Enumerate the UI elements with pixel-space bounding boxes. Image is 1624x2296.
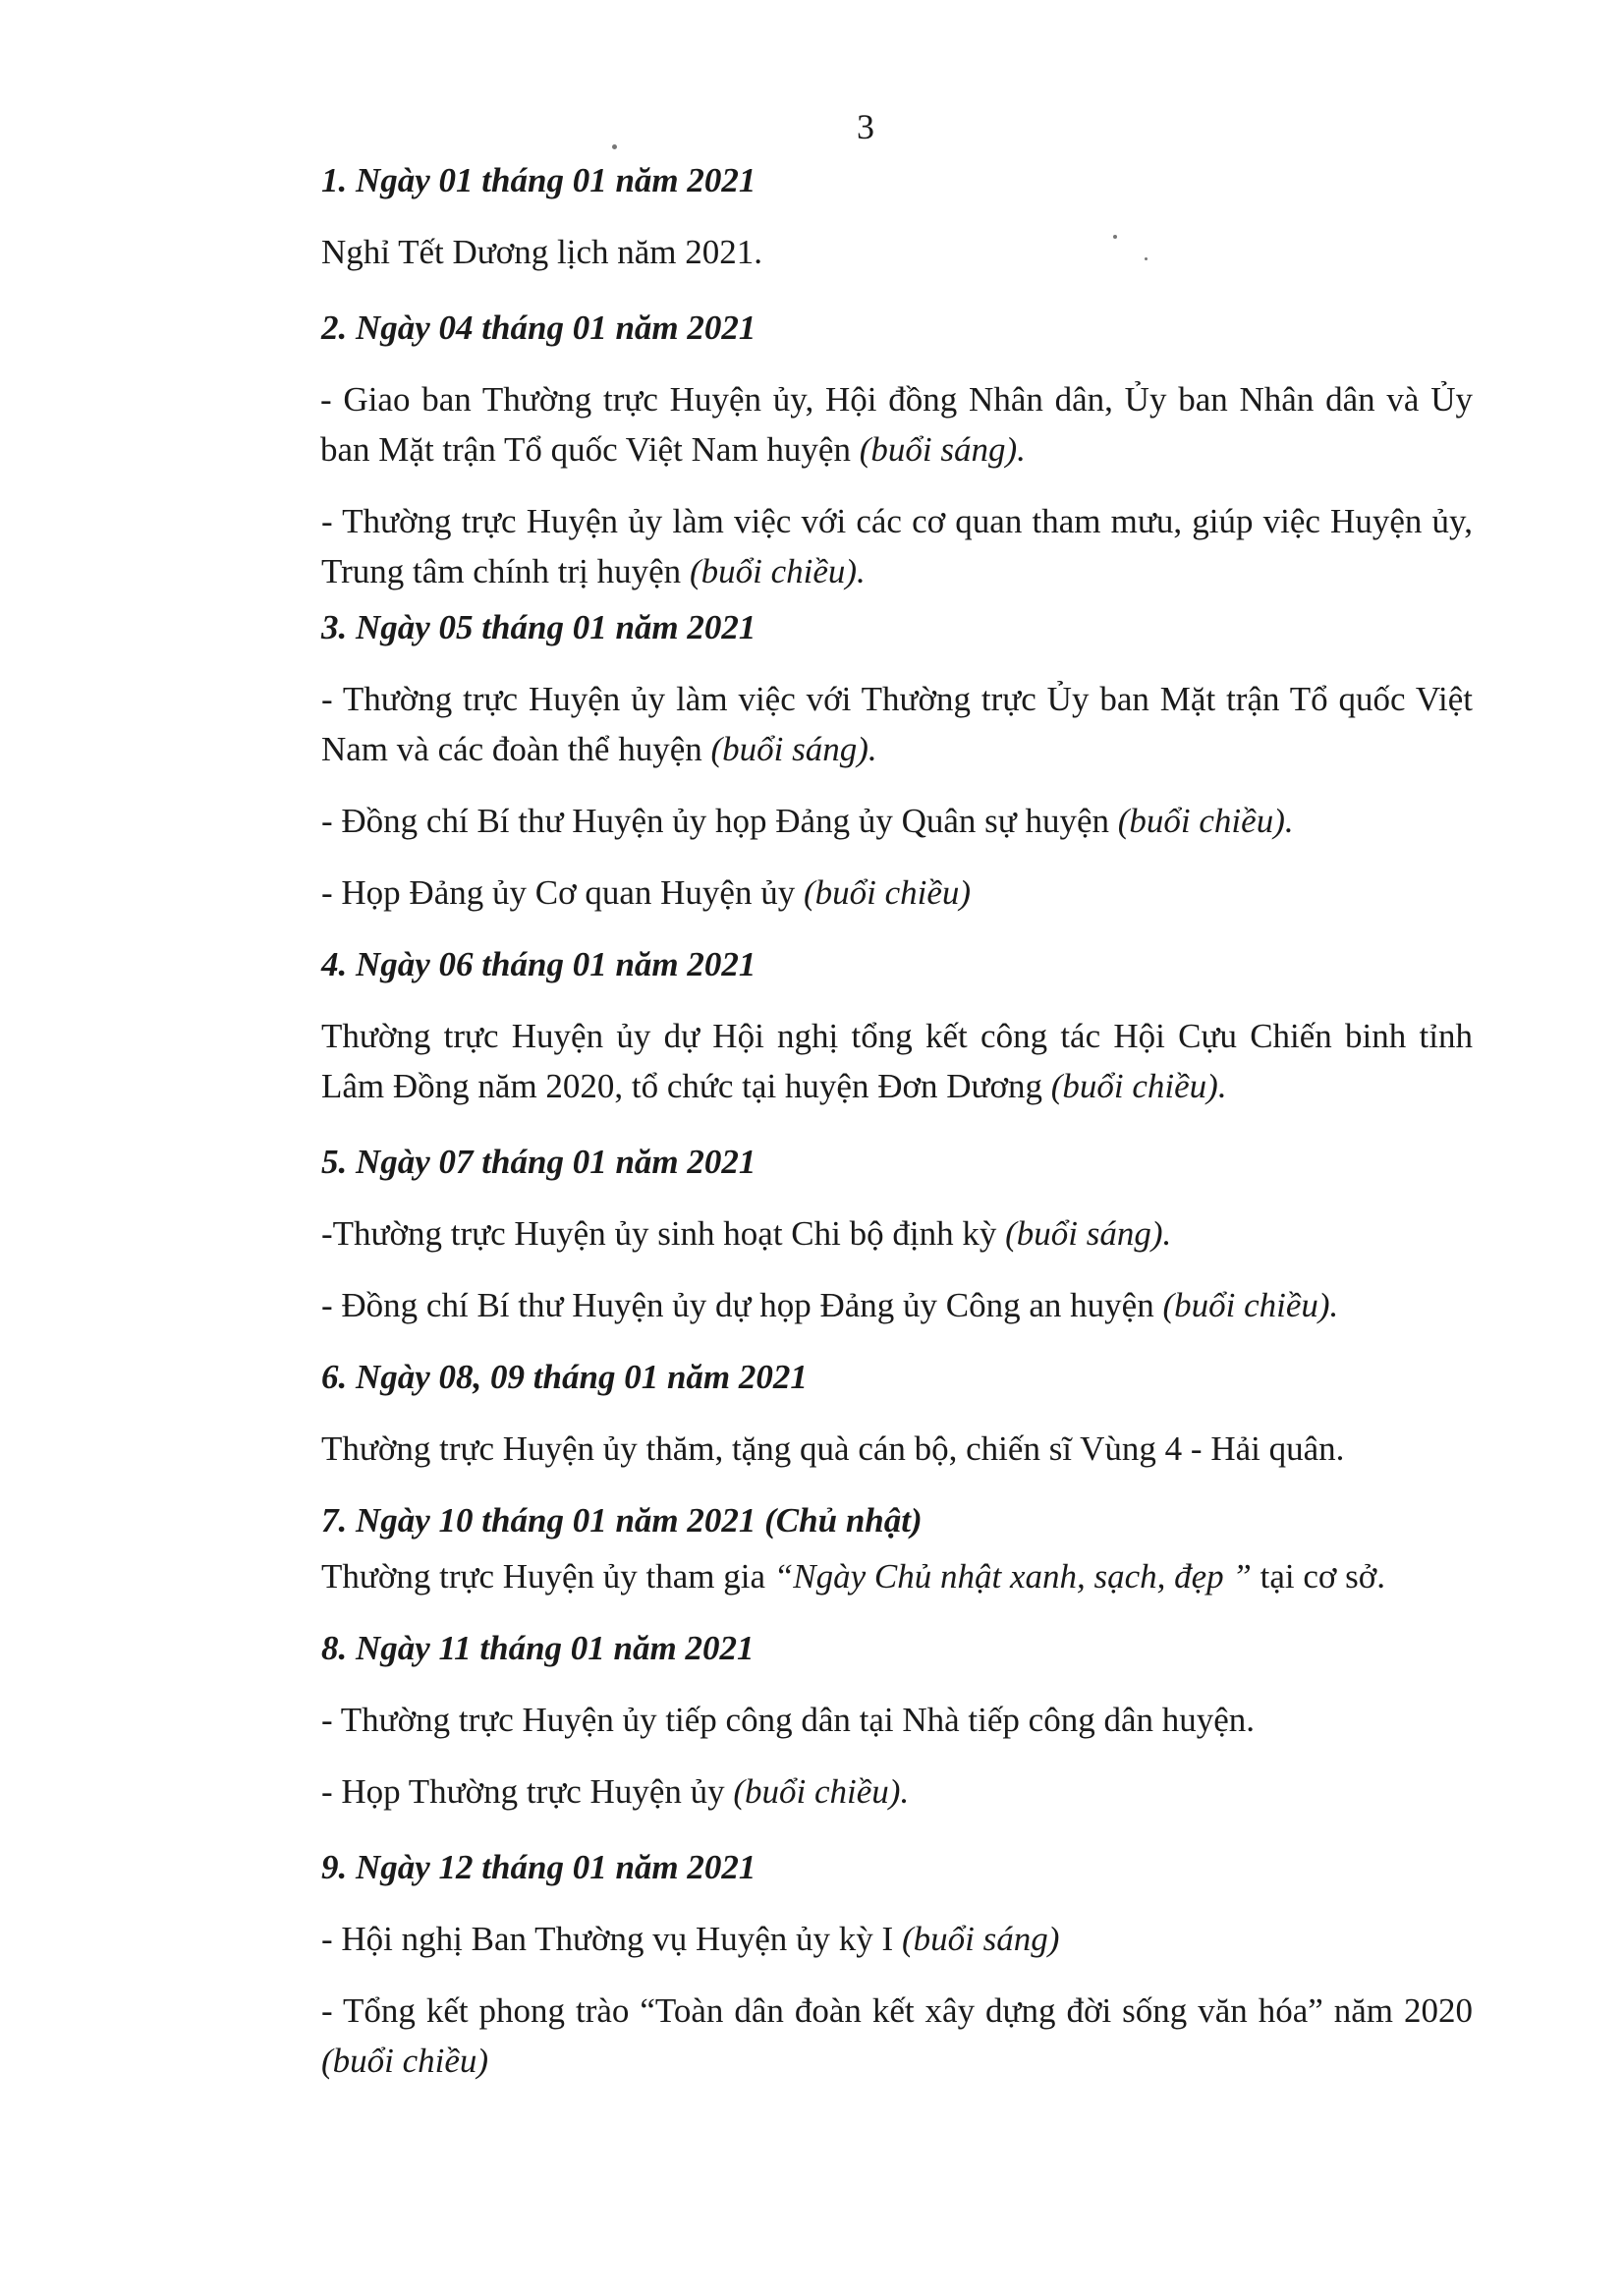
section-item: Nghỉ Tết Dương lịch năm 2021.: [321, 233, 763, 271]
section-item: - Tổng kết phong trào “Toàn dân đoàn kết xây dựng đời sống văn hóa” năm 2020 (buổi chiều): [321, 1991, 1473, 2080]
section-heading: 3. Ngày 05 tháng 01 năm 2021: [321, 608, 756, 646]
section-item: Thường trực Huyện ủy tham gia “Ngày Chủ nhật xanh, sạch, đẹp ” tại cơ sở.: [321, 1557, 1386, 1596]
section-item: - Thường trực Huyện ủy làm việc với Thường trực Ủy ban Mặt trận Tổ quốc Việt Nam và các đoàn thể huyện (buổi sáng).: [321, 680, 1473, 768]
section-heading: 1. Ngày 01 tháng 01 năm 2021: [321, 161, 756, 199]
section-item: - Thường trực Huyện ủy làm việc với các cơ quan tham mưu, giúp việc Huyện ủy, Trung tâm chính trị huyện (buổi chiều).: [321, 502, 1473, 590]
section-item: - Họp Thường trực Huyện ủy (buổi chiều).: [321, 1772, 910, 1811]
section-item: -Thường trực Huyện ủy sinh hoạt Chi bộ định kỳ (buổi sáng).: [321, 1214, 1172, 1253]
section-item: Thường trực Huyện ủy dự Hội nghị tổng kết công tác Hội Cựu Chiến binh tỉnh Lâm Đồng năm 2020, tổ chức tại huyện Đơn Dương (buổi chiều).: [321, 1017, 1473, 1105]
section-heading: 7. Ngày 10 tháng 01 năm 2021 (Chủ nhật): [321, 1501, 923, 1540]
section-heading: 4. Ngày 06 tháng 01 năm 2021: [321, 945, 756, 983]
section-heading: 8. Ngày 11 tháng 01 năm 2021: [321, 1629, 755, 1667]
page-number: 3: [857, 107, 874, 146]
section-heading: 9. Ngày 12 tháng 01 năm 2021: [321, 1848, 756, 1886]
section-item: - Đồng chí Bí thư Huyện ủy dự họp Đảng ủy Công an huyện (buổi chiều).: [321, 1286, 1339, 1324]
section-item: - Đồng chí Bí thư Huyện ủy họp Đảng ủy Quân sự huyện (buổi chiều).: [321, 802, 1294, 840]
section-heading: 6. Ngày 08, 09 tháng 01 năm 2021: [321, 1358, 808, 1396]
section-item: - Giao ban Thường trực Huyện ủy, Hội đồng Nhân dân, Ủy ban Nhân dân và Ủy ban Mặt trận Tổ quốc Việt Nam huyện (buổi sáng).: [320, 380, 1473, 469]
scan-speck: [612, 144, 617, 149]
section-heading: 2. Ngày 04 tháng 01 năm 2021: [321, 308, 756, 347]
section-item: Thường trực Huyện ủy thăm, tặng quà cán bộ, chiến sĩ Vùng 4 - Hải quân.: [321, 1429, 1345, 1468]
document-body: [321, 155, 1473, 2086]
section-heading: 5. Ngày 07 tháng 01 năm 2021: [321, 1143, 756, 1181]
section-item: - Thường trực Huyện ủy tiếp công dân tại Nhà tiếp công dân huyện.: [321, 1701, 1256, 1739]
section-item: - Họp Đảng ủy Cơ quan Huyện ủy (buổi chiều): [321, 873, 972, 912]
section-item: - Hội nghị Ban Thường vụ Huyện ủy kỳ I (buổi sáng): [321, 1920, 1060, 1958]
